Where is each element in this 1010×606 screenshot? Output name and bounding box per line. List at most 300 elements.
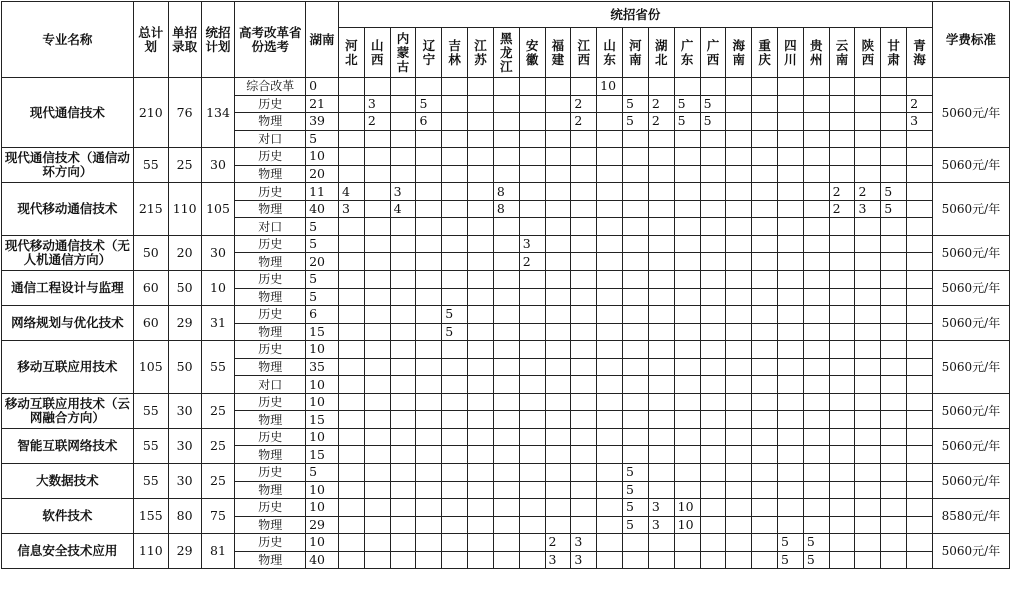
province-count	[752, 306, 778, 324]
province-count	[623, 446, 649, 464]
province-count	[468, 341, 494, 359]
province-count	[339, 235, 365, 253]
province-count	[597, 95, 623, 113]
province-count	[442, 271, 468, 289]
province-count	[468, 288, 494, 306]
province-count	[881, 446, 907, 464]
subject-type: 历史	[235, 271, 306, 289]
province-count	[571, 253, 597, 271]
province-count	[416, 411, 442, 429]
province-count	[364, 376, 390, 394]
province-count	[416, 271, 442, 289]
province-count	[571, 481, 597, 499]
province-count	[907, 288, 933, 306]
province-count	[726, 551, 752, 569]
province-count	[597, 464, 623, 482]
province-count	[339, 288, 365, 306]
province-count	[597, 534, 623, 552]
province-count	[726, 200, 752, 218]
province-count	[468, 218, 494, 236]
province-count	[829, 551, 855, 569]
province-count	[778, 323, 804, 341]
header-province: 江苏	[468, 28, 494, 78]
province-count	[416, 393, 442, 411]
province-count	[752, 200, 778, 218]
province-count	[907, 271, 933, 289]
major-name: 现代通信技术	[2, 78, 134, 148]
province-count	[519, 113, 545, 131]
province-count	[571, 271, 597, 289]
province-count	[726, 464, 752, 482]
tuition-fee: 5060元/年	[932, 306, 1009, 341]
province-count	[390, 271, 416, 289]
province-count	[907, 499, 933, 517]
province-count	[519, 130, 545, 148]
province-count	[545, 200, 571, 218]
province-count	[778, 218, 804, 236]
province-count	[442, 376, 468, 394]
province-count	[390, 499, 416, 517]
province-count	[700, 218, 726, 236]
province-count	[881, 481, 907, 499]
province-count: 2	[519, 253, 545, 271]
hunan-count: 5	[306, 235, 339, 253]
province-count	[803, 235, 829, 253]
province-count	[881, 253, 907, 271]
province-count	[700, 464, 726, 482]
province-count	[416, 323, 442, 341]
province-count	[364, 288, 390, 306]
province-count	[700, 165, 726, 183]
province-count	[390, 78, 416, 96]
province-count	[855, 499, 881, 517]
province-count	[442, 200, 468, 218]
province-count	[829, 253, 855, 271]
province-count: 3	[855, 200, 881, 218]
province-count	[364, 428, 390, 446]
province-count: 2	[829, 200, 855, 218]
province-count	[416, 516, 442, 534]
hunan-count: 35	[306, 358, 339, 376]
province-count	[803, 78, 829, 96]
province-count	[545, 306, 571, 324]
province-count	[726, 481, 752, 499]
province-count	[364, 481, 390, 499]
province-count	[674, 165, 700, 183]
province-count	[364, 516, 390, 534]
province-count	[907, 148, 933, 166]
province-count	[597, 499, 623, 517]
province-count	[803, 200, 829, 218]
province-count	[623, 428, 649, 446]
province-count	[752, 253, 778, 271]
province-count	[829, 499, 855, 517]
province-count	[752, 165, 778, 183]
province-count	[855, 464, 881, 482]
total-plan: 55	[133, 428, 168, 463]
table-row	[2, 271, 1010, 289]
province-count	[597, 323, 623, 341]
province-count	[829, 271, 855, 289]
province-count	[493, 358, 519, 376]
province-count	[390, 464, 416, 482]
province-count	[726, 130, 752, 148]
province-count	[803, 288, 829, 306]
province-count	[442, 411, 468, 429]
province-count	[648, 148, 674, 166]
province-count	[545, 235, 571, 253]
province-count	[907, 78, 933, 96]
province-count: 10	[674, 516, 700, 534]
province-count	[493, 411, 519, 429]
province-count	[726, 358, 752, 376]
header-province: 重庆	[752, 28, 778, 78]
province-count	[493, 464, 519, 482]
province-count	[364, 78, 390, 96]
province-count	[648, 235, 674, 253]
province-count	[493, 499, 519, 517]
province-count	[726, 534, 752, 552]
province-count	[855, 411, 881, 429]
province-count	[390, 288, 416, 306]
header-province: 贵州	[803, 28, 829, 78]
table-row	[2, 78, 1010, 96]
province-count	[597, 235, 623, 253]
province-count: 4	[339, 183, 365, 201]
province-count	[545, 376, 571, 394]
province-count	[468, 516, 494, 534]
province-count	[752, 393, 778, 411]
province-count	[493, 95, 519, 113]
province-count	[907, 235, 933, 253]
province-count	[829, 288, 855, 306]
header-province: 安徽	[519, 28, 545, 78]
province-count	[442, 516, 468, 534]
province-count	[778, 481, 804, 499]
province-count	[597, 165, 623, 183]
province-count	[829, 358, 855, 376]
hunan-count: 15	[306, 323, 339, 341]
province-count	[442, 358, 468, 376]
province-count	[623, 411, 649, 429]
province-count	[468, 95, 494, 113]
province-count	[416, 446, 442, 464]
major-name: 软件技术	[2, 499, 134, 534]
province-count	[907, 376, 933, 394]
hunan-count: 15	[306, 411, 339, 429]
province-count	[726, 288, 752, 306]
province-count	[339, 446, 365, 464]
hunan-count: 10	[306, 148, 339, 166]
province-count	[468, 534, 494, 552]
province-count	[493, 428, 519, 446]
province-count	[700, 200, 726, 218]
province-count	[855, 376, 881, 394]
province-count	[416, 428, 442, 446]
province-count	[390, 446, 416, 464]
province-count	[700, 551, 726, 569]
province-count	[597, 113, 623, 131]
province-count	[364, 306, 390, 324]
province-count	[339, 271, 365, 289]
province-count	[752, 516, 778, 534]
province-count	[364, 411, 390, 429]
province-count	[390, 218, 416, 236]
unified-plan: 25	[201, 428, 235, 463]
province-count	[803, 464, 829, 482]
province-count	[364, 551, 390, 569]
province-count	[803, 218, 829, 236]
table-row	[2, 306, 1010, 324]
province-count	[752, 428, 778, 446]
province-count	[700, 78, 726, 96]
unified-plan: 55	[201, 341, 235, 394]
province-count: 5	[881, 183, 907, 201]
province-count	[597, 428, 623, 446]
header-fee: 学费标准	[932, 2, 1009, 78]
hunan-count: 10	[306, 376, 339, 394]
header-province: 山东	[597, 28, 623, 78]
province-count	[855, 481, 881, 499]
province-count	[519, 551, 545, 569]
province-count	[571, 323, 597, 341]
province-count	[390, 165, 416, 183]
province-count	[881, 411, 907, 429]
province-count: 5	[803, 551, 829, 569]
province-count	[545, 341, 571, 359]
total-plan: 55	[133, 148, 168, 183]
province-count: 3	[519, 235, 545, 253]
province-count	[468, 200, 494, 218]
province-count	[907, 534, 933, 552]
province-count	[519, 499, 545, 517]
province-count	[752, 271, 778, 289]
province-count	[778, 306, 804, 324]
header-unified: 统招计划	[201, 2, 235, 78]
total-plan: 210	[133, 78, 168, 148]
province-count	[416, 200, 442, 218]
hunan-count: 15	[306, 446, 339, 464]
major-name: 移动互联应用技术	[2, 341, 134, 394]
subject-type: 对口	[235, 130, 306, 148]
province-count	[881, 148, 907, 166]
header-province: 湖北	[648, 28, 674, 78]
province-count	[648, 288, 674, 306]
province-count	[803, 341, 829, 359]
province-count: 3	[339, 200, 365, 218]
province-count	[468, 78, 494, 96]
province-count	[493, 288, 519, 306]
province-count	[442, 235, 468, 253]
province-count	[700, 341, 726, 359]
province-count	[907, 306, 933, 324]
province-count	[778, 393, 804, 411]
province-count	[726, 218, 752, 236]
total-plan: 60	[133, 271, 168, 306]
province-count	[493, 271, 519, 289]
province-count	[700, 183, 726, 201]
province-count	[881, 113, 907, 131]
province-count	[726, 446, 752, 464]
hunan-count: 5	[306, 218, 339, 236]
province-count	[364, 271, 390, 289]
subject-type: 物理	[235, 253, 306, 271]
province-count: 5	[623, 499, 649, 517]
province-count	[339, 323, 365, 341]
hunan-count: 6	[306, 306, 339, 324]
province-count	[726, 235, 752, 253]
province-count	[519, 358, 545, 376]
province-count	[623, 376, 649, 394]
province-count	[752, 323, 778, 341]
province-count: 5	[803, 534, 829, 552]
province-count	[907, 464, 933, 482]
province-count	[468, 271, 494, 289]
enrollment-plan-table	[1, 1, 1010, 569]
province-count	[339, 411, 365, 429]
header-province: 青海	[907, 28, 933, 78]
province-count	[752, 358, 778, 376]
province-count	[803, 130, 829, 148]
province-count	[468, 323, 494, 341]
total-plan: 110	[133, 534, 168, 569]
hunan-count: 5	[306, 288, 339, 306]
header-province: 内蒙古	[390, 28, 416, 78]
province-count	[881, 323, 907, 341]
province-count	[623, 341, 649, 359]
province-count	[493, 551, 519, 569]
province-count	[493, 165, 519, 183]
province-count	[364, 341, 390, 359]
province-count	[597, 148, 623, 166]
province-count	[752, 499, 778, 517]
major-name: 现代移动通信技术	[2, 183, 134, 236]
province-count	[571, 376, 597, 394]
province-count	[803, 411, 829, 429]
province-count	[881, 499, 907, 517]
province-count	[545, 130, 571, 148]
province-count	[803, 95, 829, 113]
province-count	[339, 218, 365, 236]
header-hunan: 湖南	[306, 2, 339, 78]
hunan-count: 20	[306, 165, 339, 183]
province-count	[623, 534, 649, 552]
unified-plan: 81	[201, 534, 235, 569]
province-count	[778, 183, 804, 201]
hunan-count: 11	[306, 183, 339, 201]
province-count	[545, 288, 571, 306]
province-count	[778, 78, 804, 96]
province-count	[674, 323, 700, 341]
province-count	[829, 341, 855, 359]
province-count	[493, 341, 519, 359]
subject-type: 物理	[235, 358, 306, 376]
province-count	[648, 446, 674, 464]
province-count	[855, 551, 881, 569]
province-count	[597, 376, 623, 394]
subject-type: 物理	[235, 113, 306, 131]
tuition-fee: 5060元/年	[932, 428, 1009, 463]
province-count	[390, 393, 416, 411]
province-count	[855, 271, 881, 289]
province-count	[468, 446, 494, 464]
major-name: 现代通信技术（通信动环方向）	[2, 148, 134, 183]
province-count	[803, 253, 829, 271]
province-count	[416, 253, 442, 271]
subject-type: 历史	[235, 235, 306, 253]
province-count	[468, 411, 494, 429]
province-count	[855, 165, 881, 183]
province-count	[442, 499, 468, 517]
province-count	[416, 341, 442, 359]
province-count	[674, 428, 700, 446]
province-count	[700, 358, 726, 376]
hunan-count: 5	[306, 130, 339, 148]
tuition-fee: 5060元/年	[932, 271, 1009, 306]
province-count	[493, 393, 519, 411]
single-admission: 76	[168, 78, 201, 148]
province-count	[778, 464, 804, 482]
table-row	[2, 341, 1010, 359]
subject-type: 历史	[235, 306, 306, 324]
province-count	[623, 78, 649, 96]
province-count	[881, 358, 907, 376]
total-plan: 155	[133, 499, 168, 534]
province-count	[339, 341, 365, 359]
province-count	[674, 78, 700, 96]
single-admission: 20	[168, 235, 201, 270]
province-count	[907, 218, 933, 236]
province-count	[468, 253, 494, 271]
province-count	[493, 481, 519, 499]
province-count	[674, 288, 700, 306]
province-count	[597, 218, 623, 236]
province-count	[674, 183, 700, 201]
province-count	[416, 358, 442, 376]
province-count	[674, 130, 700, 148]
province-count	[545, 253, 571, 271]
province-count	[726, 253, 752, 271]
province-count	[881, 393, 907, 411]
province-count	[803, 516, 829, 534]
province-count	[442, 130, 468, 148]
province-count	[674, 534, 700, 552]
header-province: 山西	[364, 28, 390, 78]
province-count: 5	[700, 113, 726, 131]
province-count	[803, 499, 829, 517]
province-count	[468, 148, 494, 166]
province-count	[778, 358, 804, 376]
subject-type: 历史	[235, 499, 306, 517]
province-count	[468, 306, 494, 324]
province-count	[416, 235, 442, 253]
subject-type: 物理	[235, 200, 306, 218]
province-count	[881, 306, 907, 324]
province-count	[519, 148, 545, 166]
province-count	[803, 183, 829, 201]
province-count	[442, 183, 468, 201]
province-count	[855, 323, 881, 341]
province-count	[442, 253, 468, 271]
province-count: 3	[571, 551, 597, 569]
province-count	[519, 78, 545, 96]
province-count	[390, 95, 416, 113]
hunan-count: 5	[306, 271, 339, 289]
header-province: 吉林	[442, 28, 468, 78]
province-count	[545, 113, 571, 131]
province-count	[907, 428, 933, 446]
province-count	[623, 165, 649, 183]
